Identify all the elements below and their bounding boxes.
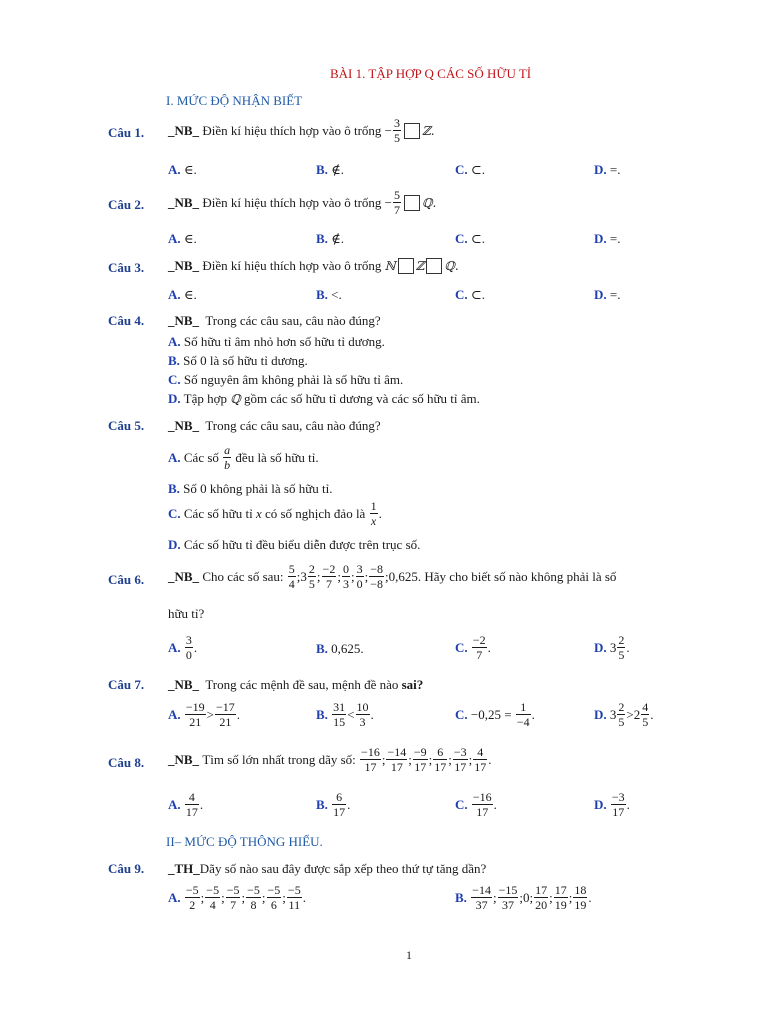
fraction: $\frac{-9}{17}$ bbox=[413, 745, 427, 774]
question-2-text bbox=[168, 188, 436, 217]
q9-option-a: A. $\frac{-5}{2}$ ; $\frac{-5}{4}$ ; $\frac{-5}{7}$ ; $\frac{-5}{8}$ ; $\frac{-5}{6}$ ; $\frac{-5}{11}$ . bbox=[168, 883, 306, 912]
question-3-label: Câu 3. bbox=[108, 260, 145, 275]
q5-option-d: D. Các số hữu tỉ đều biểu diễn được trên trục số. bbox=[168, 537, 421, 552]
question-4-text: _NB_ Trong các câu sau, câu nào đúng? bbox=[168, 313, 381, 328]
question-7-label: Câu 7. bbox=[108, 677, 145, 692]
rational-set-symbol: ℚ. bbox=[422, 195, 437, 210]
q6-option-b: B. 0,625. bbox=[316, 641, 364, 656]
fraction: $\frac{18}{19}$ bbox=[574, 883, 587, 912]
level-tag: _NB_ bbox=[168, 258, 200, 273]
natural-set-symbol: ℕ bbox=[384, 259, 396, 273]
mixed-number: 3 $\frac{2}{5}$ bbox=[300, 562, 315, 591]
section-heading-comprehension: II– MỨC ĐỘ THÔNG HIỂU. bbox=[166, 834, 323, 849]
q7-option-a: A. $\frac{-19}{21}$ > $\frac{-17}{21}$ . bbox=[168, 700, 241, 729]
q1-option-c: C. ⊂. bbox=[455, 162, 486, 177]
minus-sign: − bbox=[384, 194, 392, 210]
minus-sign: − bbox=[384, 122, 392, 138]
question-6-line-2: hữu tỉ? bbox=[168, 606, 205, 621]
question-8-text: _NB_ Tìm số lớn nhất trong dãy số: $\frac{-16}{17}$ ; $\frac{-14}{17}$ ; $\frac{-9}{17}$ ; $\frac{6}{17}$ ; $\frac{-3}{17}$ ; $\frac{4}{17}$ . bbox=[168, 745, 492, 774]
fraction: $\frac{-17}{21}$ bbox=[216, 700, 235, 729]
fraction-3-5: $\frac{3}{5}$ bbox=[394, 116, 400, 145]
question-8-label: Câu 8. bbox=[108, 755, 145, 770]
level-tag: _NB_ bbox=[168, 122, 200, 138]
fraction: $\frac{-5}{11}$ bbox=[287, 883, 301, 912]
question-6-label: Câu 6. bbox=[108, 572, 145, 587]
question-1-label: Câu 1. bbox=[108, 125, 145, 140]
fraction: $\frac{-5}{8}$ bbox=[247, 883, 260, 912]
fraction: $\frac{6}{17}$ bbox=[434, 745, 447, 774]
fraction: $\frac{31}{15}$ bbox=[333, 700, 346, 729]
fraction: $\frac{-14}{37}$ bbox=[472, 883, 491, 912]
fraction: $\frac{-15}{37}$ bbox=[498, 883, 518, 912]
q3-option-c: C. ⊂. bbox=[455, 287, 486, 302]
fraction: $\frac{-5}{7}$ bbox=[226, 883, 240, 912]
fraction: $\frac{17}{20}$ bbox=[535, 883, 548, 912]
q5-option-b: B. Số 0 không phải là số hữu tỉ. bbox=[168, 481, 333, 496]
q8-option-c: C. $\frac{-16}{17}$ . bbox=[455, 790, 497, 819]
integer-set-symbol: ℤ bbox=[415, 259, 425, 273]
section-heading-recognition: I. MỨC ĐỘ NHẬN BIẾT bbox=[166, 93, 303, 108]
q7-option-b: B. $\frac{31}{15}$ < $\frac{10}{3}$ . bbox=[316, 700, 374, 729]
question-1-text bbox=[168, 116, 435, 145]
fraction: $\frac{-8}{-8}$ bbox=[370, 562, 383, 591]
fraction: $\frac{-5}{6}$ bbox=[267, 883, 281, 912]
level-tag: _NB_ bbox=[168, 194, 200, 210]
q3-option-d: D. =. bbox=[594, 287, 621, 302]
question-7-text: _NB_ Trong các mệnh đề sau, mệnh đề nào sai? bbox=[168, 677, 424, 692]
q7-option-d: D. 3 $\frac{2}{5}$ > 2 $\frac{4}{5}$ . bbox=[594, 700, 654, 729]
fraction: $\frac{0}{3}$ bbox=[342, 562, 349, 591]
rational-set-symbol: ℚ. bbox=[444, 259, 459, 273]
fraction-a-b: $\frac{a}{b}$ bbox=[224, 443, 231, 472]
integer-set-symbol: ℤ. bbox=[422, 123, 435, 138]
question-3-text bbox=[168, 258, 459, 274]
q3-option-a: A. ∈. bbox=[168, 287, 197, 302]
q2-option-b: B. ∉. bbox=[316, 231, 345, 246]
fraction: $\frac{5}{4}$ bbox=[288, 562, 295, 591]
question-6-text: _NB_ Cho các số sau: $\frac{5}{4}$ ; 3 $\frac{2}{5}$ ; $\frac{-2}{7}$ ; $\frac{0}{3}$ ; $\frac{3}{0}$ ; $\frac{-8}{-8}$ ;0,625. Hãy cho biết số nào không phải là số bbox=[168, 562, 617, 591]
q9-option-b: B. $\frac{-14}{37}$ ; $\frac{-15}{37}$ ;0; $\frac{17}{20}$ ; $\frac{17}{19}$ ; $\frac{18}{19}$ . bbox=[455, 883, 592, 912]
q2-option-c: C. ⊂. bbox=[455, 231, 486, 246]
fraction: $\frac{-5}{4}$ bbox=[206, 883, 220, 912]
q4-option-d: D. Tập hợp ℚ gồm các số hữu tỉ dương và các số hữu tỉ âm. bbox=[168, 391, 480, 406]
q4-option-c: C. Số nguyên âm không phải là số hữu tỉ âm. bbox=[168, 372, 404, 387]
question-4-label: Câu 4. bbox=[108, 313, 145, 328]
fraction: $\frac{-2}{7}$ bbox=[472, 633, 486, 662]
q1-option-d: D. =. bbox=[594, 162, 621, 177]
answer-box bbox=[404, 195, 420, 211]
question-9-text: _TH_Dãy số nào sau đây được sắp xếp theo thứ tự tăng dần? bbox=[168, 861, 487, 876]
question-1-prompt: Điền kí hiệu thích hợp vào ô trống bbox=[202, 122, 382, 138]
fraction: $\frac{-3}{17}$ bbox=[611, 790, 625, 819]
q8-option-b: B. $\frac{6}{17}$ . bbox=[316, 790, 351, 819]
page-number: 1 bbox=[406, 948, 412, 962]
fraction: $\frac{-5}{2}$ bbox=[185, 883, 199, 912]
fraction: $\frac{3}{0}$ bbox=[356, 562, 363, 591]
question-2-prompt: Điền kí hiệu thích hợp vào ô trống bbox=[202, 194, 382, 210]
fraction: $\frac{-3}{17}$ bbox=[453, 745, 467, 774]
fraction-1-x: $\frac{1}{x}$ bbox=[370, 499, 377, 528]
q4-option-b: B. Số 0 là số hữu tỉ dương. bbox=[168, 353, 308, 368]
fraction: $\frac{-19}{21}$ bbox=[185, 700, 205, 729]
question-3-prompt: Điền kí hiệu thích hợp vào ô trống bbox=[202, 258, 382, 273]
fraction: $\frac{6}{17}$ bbox=[333, 790, 346, 819]
q1-option-a: A. ∈. bbox=[168, 162, 197, 177]
fraction: $\frac{4}{17}$ bbox=[185, 790, 198, 819]
q8-option-d: D. $\frac{-3}{17}$ . bbox=[594, 790, 630, 819]
answer-box bbox=[404, 123, 420, 139]
fraction: $\frac{-14}{17}$ bbox=[387, 745, 407, 774]
question-5-text: _NB_ Trong các câu sau, câu nào đúng? bbox=[168, 418, 381, 433]
answer-box bbox=[398, 258, 414, 274]
question-9-label: Câu 9. bbox=[108, 861, 145, 876]
q2-option-d: D. =. bbox=[594, 231, 621, 246]
fraction: $\frac{17}{19}$ bbox=[554, 883, 567, 912]
question-2-label: Câu 2. bbox=[108, 197, 145, 212]
q7-option-c: C. −0,25 = $\frac{1}{-4}$ . bbox=[455, 700, 535, 729]
q6-option-c: C. $\frac{-2}{7}$ . bbox=[455, 633, 491, 662]
question-5-label: Câu 5. bbox=[108, 418, 145, 433]
q5-option-a: A. Các số $\frac{a}{b}$ đều là số hữu tỉ. bbox=[168, 443, 319, 472]
fraction-5-7: $\frac{5}{7}$ bbox=[394, 188, 400, 217]
document-title: BÀI 1. TẬP HỢP Q CÁC SỐ HỮU TỈ bbox=[330, 66, 532, 81]
q2-option-a: A. ∈. bbox=[168, 231, 197, 246]
fraction: $\frac{10}{3}$ bbox=[356, 700, 369, 729]
q3-option-b: B. <. bbox=[316, 287, 342, 302]
q5-option-c: C. Các số hữu tỉ x có số nghịch đảo là $\frac{1}{x}$ . bbox=[168, 499, 382, 528]
q1-option-b: B. ∉. bbox=[316, 162, 345, 177]
fraction: $\frac{-16}{17}$ bbox=[361, 745, 380, 774]
fraction: $\frac{-2}{7}$ bbox=[322, 562, 336, 591]
fraction: $\frac{4}{17}$ bbox=[474, 745, 487, 774]
q6-option-a: A. $\frac{3}{0}$ . bbox=[168, 633, 198, 662]
q8-option-a: A. $\frac{4}{17}$ . bbox=[168, 790, 204, 819]
fraction: $\frac{-16}{17}$ bbox=[472, 790, 492, 819]
answer-box bbox=[426, 258, 442, 274]
q4-option-a: A. Số hữu tỉ âm nhỏ hơn số hữu tỉ dương. bbox=[168, 334, 385, 349]
q6-option-d: D. 3 $\frac{2}{5}$ . bbox=[594, 633, 630, 662]
